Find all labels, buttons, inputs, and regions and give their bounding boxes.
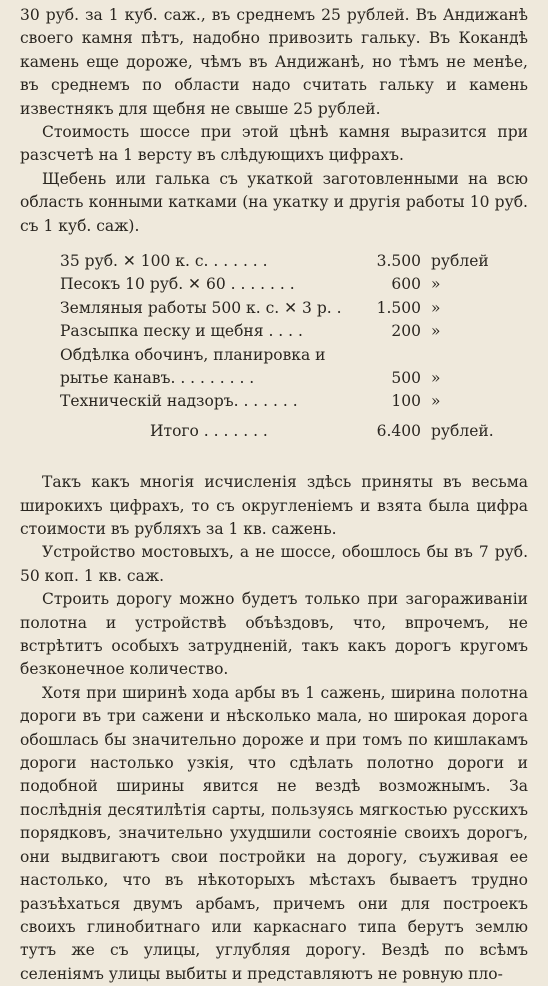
cost-amount: 200 bbox=[391, 322, 421, 341]
cost-label: 35 руб. ✕ 100 к. с. . . . . . . bbox=[60, 252, 268, 271]
paragraph-3: Щебень или галька съ укаткой заготовленными на всю область конными катками (на укатку и другія работы 10 руб. съ 1 куб. саж). bbox=[20, 169, 528, 235]
cost-row bbox=[60, 250, 528, 273]
total-amount: 6.400 bbox=[376, 421, 421, 440]
cost-row bbox=[60, 390, 528, 413]
cost-unit: » bbox=[431, 298, 441, 317]
cost-unit: » bbox=[431, 392, 441, 411]
total-unit: рублей. bbox=[431, 421, 494, 440]
cost-label: рытье канавъ. . . . . . . . . bbox=[60, 369, 255, 388]
cost-amount: 3.500 bbox=[376, 252, 421, 271]
paragraph-5: Устройство мостовыхъ, а не шоссе, обошлось бы въ 7 руб. 50 коп. 1 кв. саж. bbox=[20, 543, 528, 585]
cost-row bbox=[60, 344, 528, 367]
paragraph-6: Строить дорогу можно будетъ только при загораживаніи полотна и устройствѣ объѣздовъ, что, впрочемъ, не встрѣтитъ особыхъ затрудненій, такъ какъ дорогъ кругомъ безконечное количество. bbox=[20, 590, 528, 679]
cost-row bbox=[60, 297, 528, 320]
paragraph-1: 30 руб. за 1 куб. саж., въ среднемъ 25 рублей. Въ Андижанѣ своего камня пѣтъ, надобно привозить гальку. Въ Кокандѣ камень еще дороже, чѣмъ въ Андижанѣ, но тѣмъ не менѣе, въ среднемъ по области надо считать гальку и камень известнякъ для щебня не свыше 25 рублей. bbox=[20, 6, 528, 118]
cost-amount: 1.500 bbox=[376, 298, 421, 317]
cost-unit: » bbox=[431, 275, 441, 294]
cost-table bbox=[20, 250, 528, 443]
cost-label: Обдѣлка обочинъ, планировка и bbox=[60, 345, 326, 364]
cost-label: Разсыпка песку и щебня . . . . bbox=[60, 322, 303, 341]
cost-label: Земляныя работы 500 к. с. ✕ 3 р. . bbox=[60, 298, 342, 317]
paragraph-2: Стоимость шоссе при этой цѣнѣ камня выразится при разсчетѣ на 1 версту въ слѣдующихъ цифрахъ. bbox=[20, 123, 528, 165]
paragraph-4: Такъ какъ многія исчисленія здѣсь приняты въ весьма широкихъ цифрахъ, то съ округленіемъ и взята была цифра стоимости въ рубляхъ за 1 кв. сажень. bbox=[20, 473, 528, 538]
cost-row bbox=[60, 320, 528, 343]
cost-amount: 100 bbox=[391, 392, 421, 411]
cost-row bbox=[60, 273, 528, 296]
cost-unit: » bbox=[431, 322, 441, 341]
cost-label: Техническій надзоръ. . . . . . . bbox=[60, 392, 298, 411]
cost-unit: рублей bbox=[431, 252, 489, 271]
cost-amount: 600 bbox=[391, 275, 421, 294]
cost-total-row bbox=[60, 420, 528, 443]
paragraph-7: Хотя при ширинѣ хода арбы въ 1 сажень, ширина полотна дороги въ три сажени и нѣсколько мала, но широкая дорога обошлась бы значительно дороже и при томъ по кишлакамъ дороги настолько узкія, что сдѣлать полотно дороги и подобной ширины явится не вездѣ возможнымъ. За послѣднія десятилѣтія сарты, пользуясь мягкостью русскихъ порядковъ, значительно ухудшили состояніе своихъ дорогъ, они выдвигаютъ свои постройки на дорогу, съуживая ее настолько, что въ нѣкоторыхъ мѣстахъ бываетъ трудно разъѣхаться двумъ арбамъ, причемъ они для построекъ своихъ глинобитнаго или каркаснаго типа берутъ землю тутъ же съ улицы, углубляя дорогу. Вездѣ по всѣмъ селеніямъ улицы выбиты и представляютъ не ровную пло- bbox=[20, 683, 528, 983]
cost-amount: 500 bbox=[391, 369, 421, 388]
cost-row bbox=[60, 367, 528, 390]
cost-unit: » bbox=[431, 369, 441, 388]
cost-label: Песокъ 10 руб. ✕ 60 . . . . . . . bbox=[60, 275, 295, 294]
section-gap bbox=[20, 443, 528, 471]
total-label: Итого . . . . . . . bbox=[150, 421, 268, 440]
